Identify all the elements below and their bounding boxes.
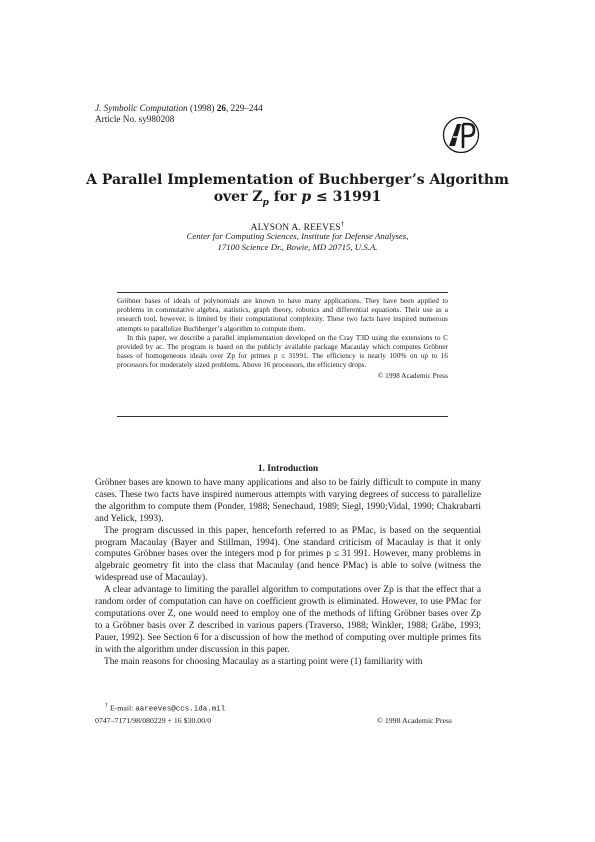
body-paragraph-4: The main reasons for choosing Macaulay as a starting point were (1) familiarity with — [104, 656, 423, 667]
body-text — [95, 478, 481, 669]
section-heading: 1. Introduction — [257, 464, 319, 474]
abstract — [117, 296, 448, 380]
author-name: ALYSON A. REEVES — [250, 223, 341, 234]
running-header — [95, 103, 263, 125]
affiliation — [60, 231, 535, 253]
affiliation-line-2: 17100 Science Dr., Bowie, MD 20715, U.S.A. — [217, 242, 378, 252]
body-paragraph-2: The program discussed in this paper, henceforth referred to as PMac, is based on the sequential program Macaulay (Bayer and Stillman, 1994). One standard criticism of Macaulay is that it only computes Gröbner bases over the integers mod p for primes p ≤ 31 991. However, many problems in algebraic geometry fit into the class that Macaulay (and hence PMac) is able to solve (witness the widespread use of Macaulay). — [95, 525, 481, 584]
footnote-label: E-mail: — [108, 703, 136, 713]
issn-price-line: 0747–7171/98/080229 + 16 $30.00/0 — [95, 716, 212, 725]
affiliation-line-1: Center for Computing Sciences, Institute for Defense Analyses, — [186, 231, 409, 241]
abstract-paragraph-2: In this paper, we describe a parallel implementation developed on the Cray T3D using the extensions to C provided by ac. The program is based on the publicly available package Macaulay which computes Gröbner bases of homogeneous ideals over Zp for primes p ≤ 31991. The efficiency is nearly 100% on up to 16 processors for moderately sized problems. Above 16 processors, the efficiency drops. — [117, 332, 448, 370]
journal-volume: 26 — [216, 103, 226, 113]
paper-title — [60, 172, 535, 212]
title-subscript-p: p — [262, 197, 269, 208]
journal-name: J. Symbolic Computation — [95, 103, 188, 113]
body-paragraph-3: A clear advantage to limiting the parallel algorithm to computations over Zp is that the effect that a random order of computation can have on coefficient growth is eliminated. However, to use PMac for computations over Z, one would need to employ one of the methods of lifting Gröbner bases over Zp to a Gröbner basis over Z described in various papers (Traverso, 1988; Winkler, 1988; Gräbe, 1993; Pauer, 1992). See Section 6 for a discussion of how the method of computing over multiple primes fits in with the algorithm under discussion in this paper. — [95, 585, 481, 655]
journal-citation — [95, 103, 263, 114]
journal-pages: , 229–244 — [225, 103, 263, 113]
author-footnote-mark: † — [340, 220, 345, 228]
abstract-top-rule — [117, 292, 448, 293]
title-bound: ≤ 31991 — [311, 189, 382, 205]
abstract-bottom-rule — [117, 416, 448, 417]
title-line-1: A Parallel Implementation of Buchberger’s Algorithm — [86, 172, 509, 188]
abstract-paragraph-1: Gröbner bases of ideals of polynomials are known to have many applications. They have been applied to problems in commutative algebra, statistics, graph theory, robotics and differential equations. Their use as a research tool, however, is limited by their computational complexity. These two facts have inspired numerous attempts to parallelize Buchberger’s algorithm to compute them. — [117, 296, 448, 333]
title-over-z: over Z — [213, 189, 263, 205]
footer-copyright: © 1998 Academic Press — [377, 716, 452, 725]
article-number: Article No. sy980208 — [95, 114, 175, 124]
footnote-email: aareeves@ccs.ida.mil — [135, 705, 226, 714]
author-footnote — [105, 701, 225, 715]
body-paragraph-1: Gröbner bases are known to have many applications and also to be fairly difficult to compute in many cases. These two facts have inspired numerous attempts with varying degrees of success to parallelize the algorithm to compute them (Ponder, 1988; Senechaud, 1989; Siegl, 1990;Vidal, 1990; Chakrabarti and Yelick, 1993). — [95, 478, 481, 524]
abstract-copyright: © 1998 Academic Press — [377, 370, 448, 380]
title-variable-p: p — [301, 189, 312, 205]
journal-year: (1998) — [187, 103, 217, 113]
title-line-2 — [60, 189, 535, 212]
academic-press-logo — [442, 116, 480, 154]
title-for: for — [268, 189, 302, 205]
footnote-mark: † — [105, 703, 108, 709]
